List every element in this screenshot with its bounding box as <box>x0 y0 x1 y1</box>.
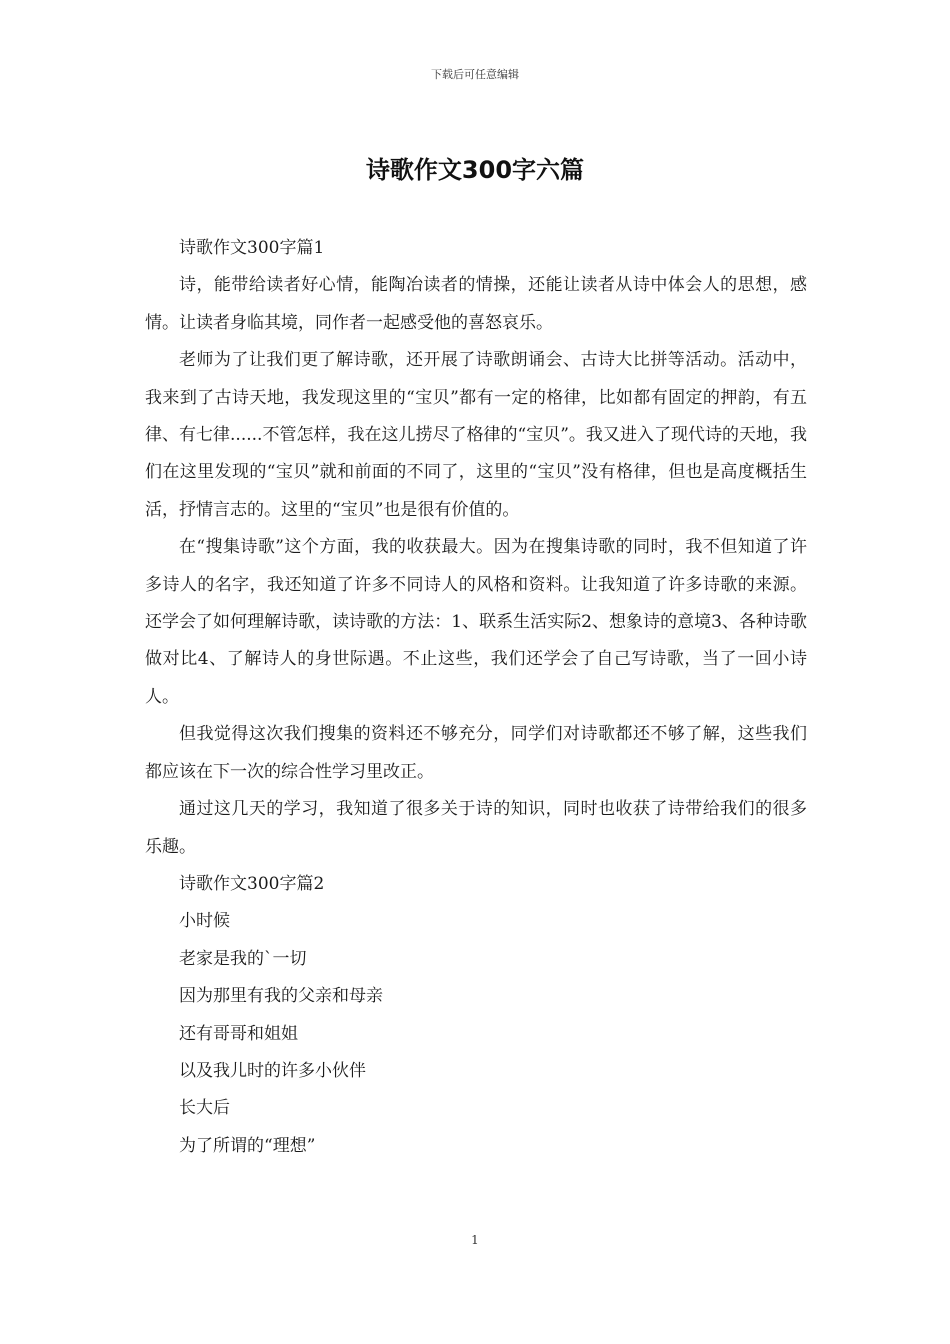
page-number: 1 <box>471 1233 479 1247</box>
poem-line: 以及我儿时的许多小伙伴 <box>179 1060 366 1081</box>
paragraph: 在“搜集诗歌”这个方面，我的收获最大。因为在搜集诗歌的同时，我不但知道了许多诗人的名字，我还知道了许多不同诗人的风格和资料。让我知道了许多诗歌的来源。还学会了如何理解诗歌，读诗歌的方法：1、联系生活实际2、想象诗的意境3、各种诗歌做对比4、了解诗人的身世际遇。不止这些，我们还学会了自己写诗歌，当了一回小诗人。 <box>145 537 807 707</box>
poem-line: 还有哥哥和姐姐 <box>179 1023 298 1044</box>
poem-line: 因为那里有我的父亲和母亲 <box>179 986 383 1007</box>
poem-line: 为了所谓的“理想” <box>179 1135 316 1156</box>
header-note: 下载后可任意编辑 <box>431 68 519 81</box>
section-heading-2: 诗歌作文300字篇2 <box>179 873 325 894</box>
paragraph: 老师为了让我们更了解诗歌，还开展了诗歌朗诵会、古诗大比拼等活动。活动中，我来到了古诗天地，我发现这里的“宝贝”都有一定的格律，比如都有固定的押韵，有五律、有七律......不管怎样，我在这儿捞尽了格律的“宝贝”。我又进入了现代诗的天地，我们在这里发现的“宝贝”就和前面的不同了，这里的“宝贝”没有格律，但也是高度概括生活，抒情言志的。这里的“宝贝”也是很有价值的。 <box>145 350 807 520</box>
paragraph: 通过这几天的学习，我知道了很多关于诗的知识，同时也收获了诗带给我们的很多乐趣。 <box>145 799 807 857</box>
poem-line: 长大后 <box>179 1098 230 1119</box>
paragraph: 但我觉得这次我们搜集的资料还不够充分，同学们对诗歌都还不够了解，这些我们都应该在下一次的综合性学习里改正。 <box>145 724 807 782</box>
paragraph: 诗，能带给读者好心情，能陶冶读者的情操，还能让读者从诗中体会人的思想，感情。让读者身临其境，同作者一起感受他的喜怒哀乐。 <box>145 275 807 333</box>
poem-line: 小时候 <box>179 911 230 932</box>
document-title: 诗歌作文300字六篇 <box>365 156 585 184</box>
section-heading-1: 诗歌作文300字篇1 <box>179 238 325 258</box>
document-body <box>145 230 807 1165</box>
poem-line: 老家是我的`一切 <box>179 948 307 969</box>
